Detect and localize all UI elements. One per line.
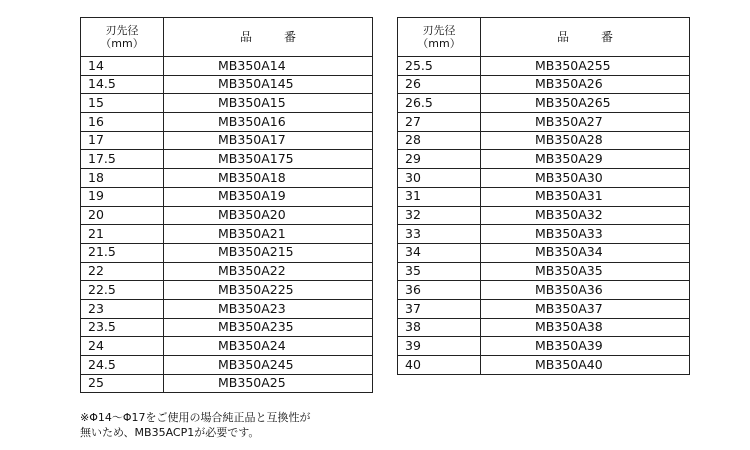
cell-diameter: 21.5 [81, 243, 164, 262]
table-row [81, 206, 373, 225]
table-header-row [81, 18, 373, 57]
cell-diameter: 40 [398, 356, 481, 375]
table-row [81, 299, 373, 318]
cell-part-number: MB350A30 [481, 169, 690, 188]
header-diameter-label: 刃先径 [422, 24, 456, 37]
spec-table-left-body [81, 57, 373, 393]
cell-diameter: 38 [398, 318, 481, 337]
table-row [81, 337, 373, 356]
cell-diameter: 21 [81, 225, 164, 244]
cell-diameter: 25.5 [398, 57, 481, 76]
cell-part-number: MB350A215 [164, 243, 373, 262]
cell-diameter: 17 [81, 131, 164, 150]
table-row [81, 243, 373, 262]
header-diameter-unit: （mm） [100, 37, 144, 50]
cell-diameter: 37 [398, 299, 481, 318]
table-row [81, 169, 373, 188]
table-row [398, 318, 690, 337]
table-row [398, 206, 690, 225]
cell-part-number: MB350A31 [481, 187, 690, 206]
cell-diameter: 17.5 [81, 150, 164, 169]
footnote-line-2: 無いため、MB35ACP1が必要です。 [80, 426, 260, 439]
cell-part-number: MB350A255 [481, 57, 690, 76]
cell-diameter: 33 [398, 225, 481, 244]
cell-diameter: 32 [398, 206, 481, 225]
header-diameter-label: 刃先径 [105, 24, 139, 37]
table-row [81, 225, 373, 244]
cell-part-number: MB350A25 [164, 374, 373, 393]
cell-diameter: 30 [398, 169, 481, 188]
cell-part-number: MB350A39 [481, 337, 690, 356]
cell-diameter: 23 [81, 299, 164, 318]
cell-diameter: 24 [81, 337, 164, 356]
cell-diameter: 15 [81, 94, 164, 113]
header-diameter [81, 18, 164, 57]
cell-part-number: MB350A35 [481, 262, 690, 281]
cell-diameter: 26.5 [398, 94, 481, 113]
cell-diameter: 24.5 [81, 356, 164, 375]
cell-part-number: MB350A40 [481, 356, 690, 375]
cell-part-number: MB350A23 [164, 299, 373, 318]
cell-part-number: MB350A22 [164, 262, 373, 281]
cell-part-number: MB350A20 [164, 206, 373, 225]
table-row [81, 374, 373, 393]
table-row [81, 75, 373, 94]
header-part-number: 品 番 [164, 18, 373, 57]
table-row [398, 131, 690, 150]
cell-diameter: 16 [81, 113, 164, 132]
cell-diameter: 36 [398, 281, 481, 300]
cell-diameter: 20 [81, 206, 164, 225]
cell-part-number: MB350A225 [164, 281, 373, 300]
cell-part-number: MB350A145 [164, 75, 373, 94]
cell-part-number: MB350A19 [164, 187, 373, 206]
cell-diameter: 34 [398, 243, 481, 262]
table-row [81, 187, 373, 206]
cell-part-number: MB350A245 [164, 356, 373, 375]
table-row [81, 57, 373, 76]
table-row [398, 187, 690, 206]
cell-part-number: MB350A36 [481, 281, 690, 300]
footnote [80, 410, 311, 440]
table-row [81, 113, 373, 132]
table-row [81, 356, 373, 375]
cell-diameter: 22.5 [81, 281, 164, 300]
header-part-number: 品 番 [481, 18, 690, 57]
cell-diameter: 19 [81, 187, 164, 206]
footnote-line-1: ※Φ14～Φ17をご使用の場合純正品と互換性が [80, 411, 311, 424]
cell-part-number: MB350A32 [481, 206, 690, 225]
header-diameter [398, 18, 481, 57]
table-row [398, 299, 690, 318]
table-row [398, 337, 690, 356]
cell-part-number: MB350A21 [164, 225, 373, 244]
cell-part-number: MB350A235 [164, 318, 373, 337]
table-header-row [398, 18, 690, 57]
cell-part-number: MB350A37 [481, 299, 690, 318]
cell-part-number: MB350A26 [481, 75, 690, 94]
cell-diameter: 25 [81, 374, 164, 393]
cell-part-number: MB350A34 [481, 243, 690, 262]
table-row [398, 94, 690, 113]
table-row [81, 150, 373, 169]
cell-diameter: 31 [398, 187, 481, 206]
cell-part-number: MB350A27 [481, 113, 690, 132]
cell-part-number: MB350A14 [164, 57, 373, 76]
cell-part-number: MB350A16 [164, 113, 373, 132]
table-row [81, 94, 373, 113]
cell-diameter: 18 [81, 169, 164, 188]
spec-table-left [80, 17, 373, 393]
table-row [81, 318, 373, 337]
cell-part-number: MB350A29 [481, 150, 690, 169]
header-diameter-unit: （mm） [417, 37, 461, 50]
cell-diameter: 28 [398, 131, 481, 150]
cell-part-number: MB350A33 [481, 225, 690, 244]
table-row [398, 113, 690, 132]
table-row [398, 356, 690, 375]
cell-diameter: 14.5 [81, 75, 164, 94]
cell-part-number: MB350A18 [164, 169, 373, 188]
table-row [398, 243, 690, 262]
table-row [398, 75, 690, 94]
table-row [398, 281, 690, 300]
cell-diameter: 39 [398, 337, 481, 356]
spec-table-right-body [398, 57, 690, 375]
cell-diameter: 35 [398, 262, 481, 281]
spec-table-right [397, 17, 690, 375]
table-row [398, 169, 690, 188]
table-row [81, 131, 373, 150]
table-row [398, 150, 690, 169]
cell-part-number: MB350A28 [481, 131, 690, 150]
cell-diameter: 23.5 [81, 318, 164, 337]
cell-diameter: 22 [81, 262, 164, 281]
cell-part-number: MB350A265 [481, 94, 690, 113]
cell-diameter: 26 [398, 75, 481, 94]
cell-part-number: MB350A175 [164, 150, 373, 169]
table-row [398, 57, 690, 76]
cell-diameter: 14 [81, 57, 164, 76]
table-row [81, 281, 373, 300]
cell-diameter: 27 [398, 113, 481, 132]
cell-part-number: MB350A17 [164, 131, 373, 150]
cell-part-number: MB350A38 [481, 318, 690, 337]
cell-part-number: MB350A24 [164, 337, 373, 356]
cell-part-number: MB350A15 [164, 94, 373, 113]
table-row [398, 262, 690, 281]
table-row [398, 225, 690, 244]
cell-diameter: 29 [398, 150, 481, 169]
table-row [81, 262, 373, 281]
